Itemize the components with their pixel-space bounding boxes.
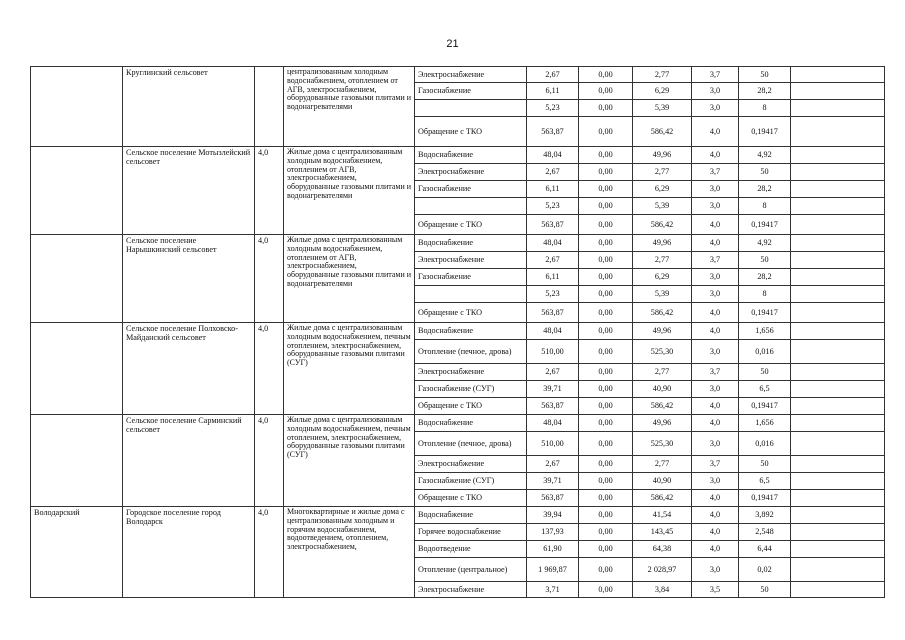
value-cell: 3,7 [692,67,739,83]
settlement-cell: Сельское поселение Нарышкинский сельсовет [123,235,255,323]
value-cell: 0,00 [579,181,633,198]
value-cell: 48,04 [527,147,579,164]
value-cell: 28,2 [739,83,791,100]
settlement-cell: Сельское поселение Мотызлейский сельсовет [123,147,255,235]
empty-cell [791,67,885,83]
page-number: 21 [446,38,459,50]
value-cell: 2,548 [739,524,791,541]
value-cell: 0,19417 [739,215,791,235]
value-cell: 39,71 [527,473,579,490]
value-cell: 8 [739,286,791,303]
value-cell: 41,54 [633,507,692,524]
service-cell: Отопление (печное, дрова) [415,432,527,456]
service-cell: Горячее водоснабжение [415,524,527,541]
value-cell: 2,77 [633,164,692,181]
value-cell: 0,00 [579,524,633,541]
empty-cell [791,117,885,147]
value-cell: 5,23 [527,286,579,303]
service-cell: Отопление (центральное) [415,558,527,582]
value-cell: 50 [739,364,791,381]
value-cell: 3,84 [633,582,692,598]
service-cell: Водоснабжение [415,507,527,524]
value-cell: 4,0 [692,323,739,340]
value-cell: 6,29 [633,83,692,100]
empty-cell [791,303,885,323]
value-cell: 50 [739,582,791,598]
value-cell: 510,00 [527,340,579,364]
value-cell: 64,38 [633,541,692,558]
value-cell: 0,00 [579,83,633,100]
index-cell: 4,0 [255,235,284,323]
value-cell: 563,87 [527,490,579,507]
value-cell: 49,96 [633,147,692,164]
value-cell: 3,0 [692,269,739,286]
value-cell: 4,0 [692,507,739,524]
value-cell: 2 028,97 [633,558,692,582]
value-cell: 510,00 [527,432,579,456]
service-cell: Газоснабжение [415,181,527,198]
value-cell: 563,87 [527,398,579,415]
district-cell: Володарский [31,507,123,598]
value-cell: 3,0 [692,181,739,198]
empty-cell [791,164,885,181]
service-cell: Электроснабжение [415,582,527,598]
value-cell: 6,11 [527,181,579,198]
service-cell: Обращение с ТКО [415,490,527,507]
district-cell [31,415,123,507]
value-cell: 50 [739,456,791,473]
tariff-table [30,66,885,598]
value-cell: 3,7 [692,456,739,473]
value-cell: 4,0 [692,117,739,147]
empty-cell [791,541,885,558]
value-cell: 6,5 [739,473,791,490]
table-row [31,147,885,164]
empty-cell [791,215,885,235]
description-cell: Жилые дома с централизованным холодным водоснабжением, печным отоплением, электроснабжением, оборудованные газовыми плитами (СУГ) [284,323,415,415]
value-cell: 6,29 [633,181,692,198]
value-cell: 39,94 [527,507,579,524]
value-cell: 3,0 [692,432,739,456]
value-cell: 1 969,87 [527,558,579,582]
value-cell: 2,77 [633,252,692,269]
value-cell: 4,0 [692,490,739,507]
table-row [31,415,885,432]
value-cell: 525,30 [633,432,692,456]
value-cell: 0,00 [579,269,633,286]
service-cell: Водоотведение [415,541,527,558]
value-cell: 0,00 [579,558,633,582]
value-cell: 5,39 [633,286,692,303]
value-cell: 0,19417 [739,303,791,323]
value-cell: 4,0 [692,215,739,235]
value-cell: 50 [739,252,791,269]
empty-cell [791,323,885,340]
value-cell: 563,87 [527,117,579,147]
settlement-cell: Сельское поселение Сарминский сельсовет [123,415,255,507]
value-cell: 0,00 [579,235,633,252]
value-cell: 4,0 [692,303,739,323]
value-cell: 0,00 [579,303,633,323]
value-cell: 2,67 [527,67,579,83]
value-cell: 61,90 [527,541,579,558]
empty-cell [791,398,885,415]
value-cell: 28,2 [739,269,791,286]
value-cell: 6,29 [633,269,692,286]
value-cell: 3,0 [692,286,739,303]
value-cell: 586,42 [633,490,692,507]
service-cell: Обращение с ТКО [415,398,527,415]
value-cell: 0,00 [579,582,633,598]
value-cell: 0,016 [739,432,791,456]
value-cell: 0,00 [579,323,633,340]
value-cell: 4,0 [692,147,739,164]
value-cell: 2,67 [527,364,579,381]
value-cell: 0,00 [579,286,633,303]
service-cell: Газоснабжение (СУГ) [415,381,527,398]
value-cell: 0,00 [579,507,633,524]
value-cell: 2,77 [633,364,692,381]
value-cell: 2,67 [527,252,579,269]
value-cell: 586,42 [633,398,692,415]
value-cell: 4,0 [692,235,739,252]
service-cell: Водоснабжение [415,147,527,164]
value-cell: 0,00 [579,164,633,181]
tariff-table-body [31,67,885,598]
value-cell: 40,90 [633,473,692,490]
value-cell: 586,42 [633,117,692,147]
service-cell: Газоснабжение (СУГ) [415,473,527,490]
value-cell: 50 [739,67,791,83]
empty-cell [791,100,885,117]
description-cell: централизованным холодным водоснабжением, отоплением от АГВ, электроснабжением, оборудованные газовыми плитами и водонагревателями [284,67,415,147]
index-cell: 4,0 [255,147,284,235]
district-cell [31,67,123,147]
value-cell: 5,39 [633,100,692,117]
value-cell: 0,00 [579,100,633,117]
value-cell: 0,00 [579,456,633,473]
settlement-cell: Круглинский сельсовет [123,67,255,147]
service-cell [415,286,527,303]
value-cell: 48,04 [527,415,579,432]
value-cell: 0,00 [579,490,633,507]
empty-cell [791,456,885,473]
table-row [31,67,885,83]
service-cell: Отопление (печное, дрова) [415,340,527,364]
empty-cell [791,340,885,364]
value-cell: 40,90 [633,381,692,398]
value-cell: 3,0 [692,83,739,100]
service-cell [415,198,527,215]
value-cell: 3,0 [692,340,739,364]
settlement-cell: Городское поселение город Володарск [123,507,255,598]
service-cell: Электроснабжение [415,164,527,181]
empty-cell [791,524,885,541]
value-cell: 3,5 [692,582,739,598]
value-cell: 2,77 [633,67,692,83]
empty-cell [791,582,885,598]
value-cell: 3,71 [527,582,579,598]
value-cell: 2,67 [527,456,579,473]
service-cell: Обращение с ТКО [415,215,527,235]
value-cell: 0,00 [579,215,633,235]
value-cell: 6,11 [527,269,579,286]
value-cell: 3,0 [692,473,739,490]
description-cell: Жилые дома с централизованным холодным водоснабжением, печным отоплением, электроснабжением, оборудованные газовыми плитами (СУГ) [284,415,415,507]
empty-cell [791,235,885,252]
value-cell: 0,19417 [739,117,791,147]
service-cell: Электроснабжение [415,252,527,269]
empty-cell [791,286,885,303]
value-cell: 48,04 [527,323,579,340]
description-cell: Жилые дома с централизованным холодным водоснабжением, отоплением от АГВ, электроснабжением, оборудованные газовыми плитами и водонагревателями [284,235,415,323]
value-cell: 5,39 [633,198,692,215]
value-cell: 0,19417 [739,398,791,415]
value-cell: 0,00 [579,67,633,83]
value-cell: 0,016 [739,340,791,364]
service-cell [415,100,527,117]
description-cell: Многоквартирные и жилые дома с централизованным холодным и горячим водоснабжением, водоотведением, отоплением, электроснабжением, [284,507,415,598]
empty-cell [791,198,885,215]
settlement-cell: Сельское поселение Полховско-Майданский сельсовет [123,323,255,415]
value-cell: 586,42 [633,303,692,323]
service-cell: Газоснабжение [415,269,527,286]
district-cell [31,235,123,323]
value-cell: 0,00 [579,398,633,415]
value-cell: 3,7 [692,252,739,269]
empty-cell [791,490,885,507]
value-cell: 1,656 [739,323,791,340]
value-cell: 525,30 [633,340,692,364]
table-row [31,507,885,524]
value-cell: 3,7 [692,164,739,181]
value-cell: 563,87 [527,215,579,235]
value-cell: 49,96 [633,323,692,340]
empty-cell [791,558,885,582]
value-cell: 0,00 [579,364,633,381]
empty-cell [791,181,885,198]
index-cell: 4,0 [255,323,284,415]
value-cell: 4,0 [692,398,739,415]
service-cell: Обращение с ТКО [415,117,527,147]
value-cell: 3,0 [692,558,739,582]
empty-cell [791,381,885,398]
value-cell: 0,00 [579,147,633,164]
service-cell: Водоснабжение [415,235,527,252]
value-cell: 0,00 [579,252,633,269]
value-cell: 563,87 [527,303,579,323]
value-cell: 0,00 [579,198,633,215]
value-cell: 0,00 [579,473,633,490]
value-cell: 49,96 [633,235,692,252]
value-cell: 3,892 [739,507,791,524]
empty-cell [791,507,885,524]
service-cell: Электроснабжение [415,67,527,83]
table-row [31,235,885,252]
index-cell: 4,0 [255,415,284,507]
value-cell: 586,42 [633,215,692,235]
value-cell: 6,11 [527,83,579,100]
empty-cell [791,415,885,432]
value-cell: 3,0 [692,381,739,398]
index-cell [255,67,284,147]
value-cell: 8 [739,198,791,215]
value-cell: 49,96 [633,415,692,432]
value-cell: 4,92 [739,235,791,252]
value-cell: 8 [739,100,791,117]
value-cell: 48,04 [527,235,579,252]
value-cell: 3,0 [692,100,739,117]
value-cell: 5,23 [527,100,579,117]
value-cell: 0,02 [739,558,791,582]
description-cell: Жилые дома с централизованным холодным водоснабжением, отоплением от АГВ, электроснабжением, оборудованные газовыми плитами и водонагревателями [284,147,415,235]
empty-cell [791,147,885,164]
value-cell: 4,0 [692,524,739,541]
empty-cell [791,473,885,490]
value-cell: 5,23 [527,198,579,215]
service-cell: Обращение с ТКО [415,303,527,323]
value-cell: 4,0 [692,541,739,558]
value-cell: 0,00 [579,117,633,147]
value-cell: 1,656 [739,415,791,432]
value-cell: 0,00 [579,381,633,398]
value-cell: 3,0 [692,198,739,215]
value-cell: 0,19417 [739,490,791,507]
service-cell: Газоснабжение [415,83,527,100]
value-cell: 50 [739,164,791,181]
empty-cell [791,83,885,100]
empty-cell [791,269,885,286]
value-cell: 3,7 [692,364,739,381]
district-cell [31,323,123,415]
empty-cell [791,432,885,456]
index-cell: 4,0 [255,507,284,598]
service-cell: Электроснабжение [415,456,527,473]
empty-cell [791,252,885,269]
value-cell: 4,0 [692,415,739,432]
value-cell: 4,92 [739,147,791,164]
value-cell: 137,93 [527,524,579,541]
value-cell: 143,45 [633,524,692,541]
value-cell: 6,44 [739,541,791,558]
value-cell: 2,67 [527,164,579,181]
value-cell: 28,2 [739,181,791,198]
value-cell: 39,71 [527,381,579,398]
empty-cell [791,364,885,381]
district-cell [31,147,123,235]
value-cell: 6,5 [739,381,791,398]
service-cell: Водоснабжение [415,415,527,432]
value-cell: 2,77 [633,456,692,473]
value-cell: 0,00 [579,432,633,456]
service-cell: Водоснабжение [415,323,527,340]
service-cell: Электроснабжение [415,364,527,381]
value-cell: 0,00 [579,340,633,364]
table-row [31,323,885,340]
value-cell: 0,00 [579,415,633,432]
value-cell: 0,00 [579,541,633,558]
